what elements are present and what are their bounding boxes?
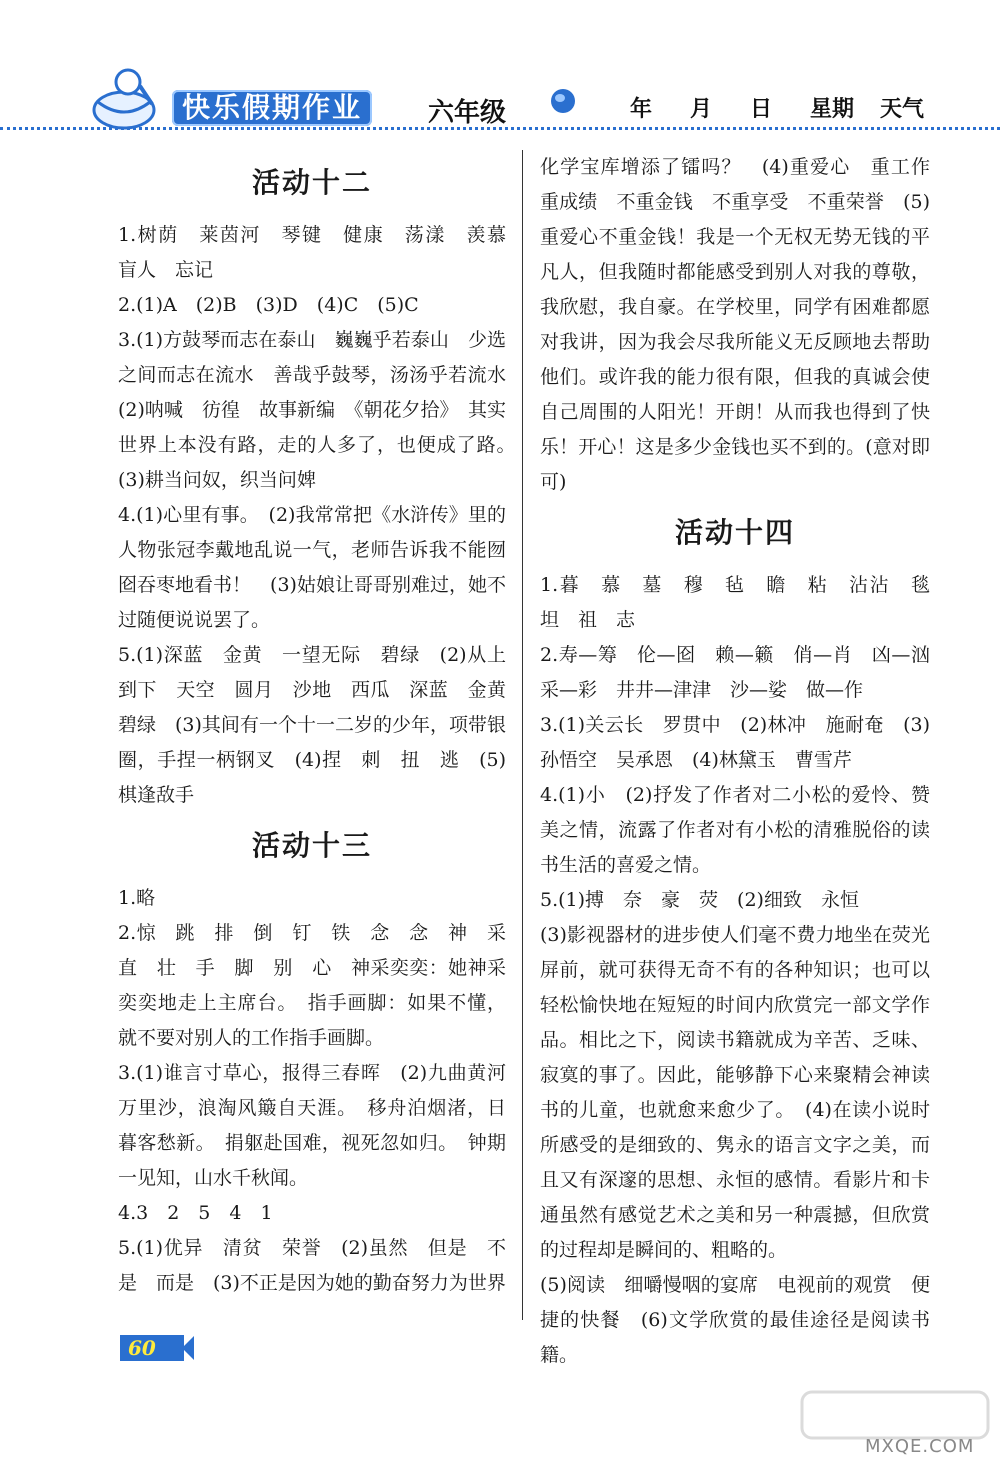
answer-14-2: 2.寿—筹 伦—囵 赖—籁 俏—肖 凶—汹 采—彩 井井—津津 沙—娑 做—作 [540,644,950,701]
field-weather: 天气 [880,97,925,122]
heading-activity-14: 活动十四 [674,516,795,549]
page-arrow-icon [182,1336,194,1360]
heading-activity-12: 活动十二 [251,166,372,199]
answer-13-1: 1.略 [118,887,156,909]
answer-12-5: 5.(1)深蓝 金黄 一望无际 碧绿 (2)从上到下 天空 圆月 沙地 西瓜 深蓝 金黄 碧绿 (3)其间有一个十一二岁的少年，项带银圈，手捏一柄钢叉 (4)捏 刺 扭 逃 (5)棋逢敌手 [118,644,526,806]
answer-12-4: 4.(1)心里有事。 (2)我常常把《水浒传》里的人物张冠李戴地乱说一气，老师告诉我不能囫囵吞枣地看书！ (3)姑娘让哥哥别难过，她不过随便说说罢了。 [118,504,506,631]
answer-13-2: 2.惊 跳 排 倒 钉 铁 念 念 神 采 直 壮 手 脚 别 心 神采奕奕：她神采奕奕地走上主席台。 指手画脚：如果不懂，就不要对别人的工作指手画脚。 [118,922,526,1049]
mascot-logo-icon [88,64,163,132]
header-divider [0,127,1000,130]
globe-icon [548,86,578,116]
answer-13-5: 5.(1)优异 清贫 荣誉 (2)虽然 但是 不是 而是 (3)不正是因为她的勤奋努力为世界 [118,1237,506,1294]
series-title: 快乐假期作业 [172,90,372,126]
field-month: 月 [690,97,713,122]
page-number: 60 [120,1335,184,1361]
field-year: 年 [630,97,653,122]
watermark-text: MXQE.COM [865,1436,975,1457]
answer-12-1: 1.树荫 莱茵河 琴键 健康 荡漾 羡慕 盲人 忘记 [118,224,526,281]
answer-14-5a: 5.(1)搏 奈 豪 荧 (2)细致 永恒 [540,889,859,911]
grade-label: 六年级 [428,98,507,128]
heading-activity-13: 活动十三 [251,829,372,862]
field-day: 日 [750,97,773,122]
answer-14-5b: (3)影视器材的进步使人们毫不费力地坐在荧光屏前，就可获得无奇不有的各种知识；也可以轻松愉快地在短短的时间内欣赏完一部文学作品。相比之下，阅读书籍就成为辛苦、乏味、寂寞的事了。因此，能够静下心来聚精会神读书的儿童，也就愈来愈少了。 (4)在读小说时所感受的是细致的、隽永的语言文字之美，而且又有深邃的思想、永恒的感情。看影片和卡通虽然有感觉艺术之美和另一种震撼，但欣赏的过程却是瞬间的、粗略的。 [540,924,930,1261]
left-column [118,150,526,1301]
answer-14-3: 3.(1)关云长 罗贯中 (2)林冲 施耐奄 (3)孙悟空 吴承恩 (4)林黛玉 曹雪芹 [540,714,930,771]
answer-13-3: 3.(1)谁言寸草心，报得三春晖 (2)九曲黄河万里沙，浪淘风簸自天涯。 移舟泊烟渚，日暮客愁新。 捐躯赴国难，视死忽如归。 钟期一见知，山水千秋闻。 [118,1062,506,1189]
field-weekday: 星期 [810,97,855,122]
answer-12-2: 2.(1)A (2)B (3)D (4)C (5)C [118,294,419,316]
answer-14-1: 1.暮 慕 墓 穆 毡 瞻 粘 沾沾 毯 坦 祖 志 [540,574,950,631]
answer-14-5c: (5)阅读 细嚼慢咽的宴席 电视前的观赏 便捷的快餐 (6)文学欣赏的最佳途径是阅读书籍。 [540,1274,930,1366]
right-column [540,150,950,1373]
column-divider [522,150,523,1320]
answer-12-3: 3.(1)方鼓琴而志在泰山 巍巍乎若泰山 少选之间而志在流水 善哉乎鼓琴，汤汤乎若流水 (2)呐喊 彷徨 故事新编 《朝花夕拾》 其实世界上本没有路，走的人多了，也便成了路。 (3)耕当问奴，织当问婢 [118,329,526,491]
page-header [0,0,1000,140]
answer-13-4: 4.3 2 5 4 1 [118,1202,273,1224]
answer-13-5-continued: 化学宝库增添了镭吗？ (4)重爱心 重工作 重成绩 不重金钱 不重享受 不重荣誉 (5)重爱心不重金钱！我是一个无权无势无钱的平凡人，但我随时都能感受到别人对我的尊敬，我欣慰，我自豪。在学校里，同学有困难都愿对我讲，因为我会尽我所能义无反顾地去帮助他们。或许我的能力很有限，但我的真诚会使自己周围的人阳光！开朗！从而我也得到了快乐！开心！这是多少金钱也买不到的。(意对即可) [540,156,950,493]
answer-14-4: 4.(1)小 (2)抒发了作者对二小松的爱怜、赞美之情，流露了作者对有小松的清雅脱俗的读书生活的喜爱之情。 [540,784,930,876]
